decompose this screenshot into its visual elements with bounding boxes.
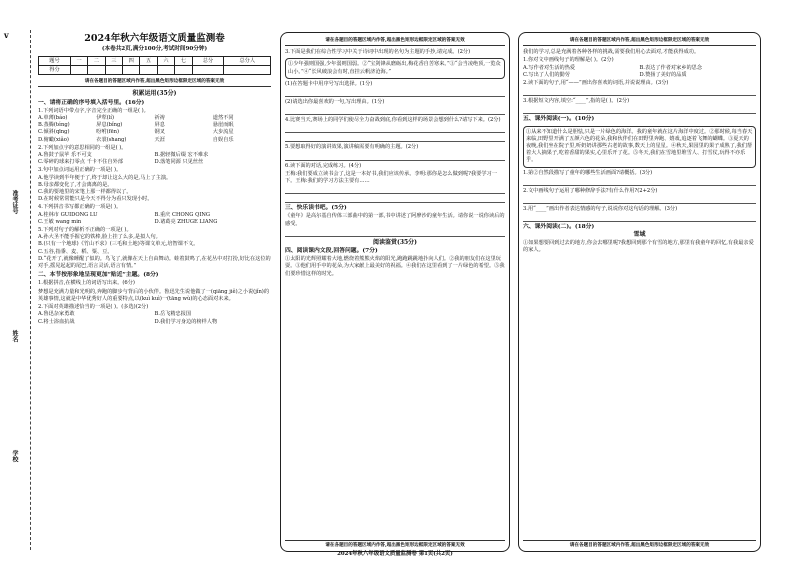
option-item[interactable]: D.赞扬了美好的品质 bbox=[639, 71, 687, 78]
notice-top: 请在各题目的答题区域内作答,超出黑色矩形边框限定区域的答案无效 bbox=[38, 78, 271, 87]
answer-line[interactable] bbox=[285, 135, 505, 142]
answer-line[interactable] bbox=[523, 89, 756, 96]
question-10: 5.要想取得好的演讲效果,演讲稿需要有明确的主题。(2分) bbox=[285, 144, 419, 151]
question-2: 2.下列加点字的意思相同的一组是( )。 bbox=[38, 144, 127, 151]
q1-options[interactable] bbox=[38, 115, 271, 144]
answer-line[interactable] bbox=[523, 215, 756, 222]
section-1: 一、请将正确的序号填入括号里。(16分) bbox=[38, 99, 145, 106]
question-8b: (2)请选出你最喜欢的一句,写出理由。(1分) bbox=[285, 99, 385, 106]
option-item[interactable]: 钢叉 bbox=[154, 129, 165, 136]
question-7: 2.下面对英雄描述恰当的一项是( )。(多选)(2分) bbox=[38, 304, 149, 311]
option-item[interactable]: A.他学读到半年便于了,终于却让这么大的是,马上了主演。 bbox=[38, 174, 172, 181]
answer-line[interactable] bbox=[285, 196, 505, 203]
option-item[interactable]: 祈祷 bbox=[154, 115, 165, 122]
question-1: 1.下列词语中带点字,字音完全正确的一组是( )。 bbox=[38, 107, 149, 114]
notice-top: 请在各题目的答题区域内作答,超出黑色矩形边框限定区域的答案无效 bbox=[523, 37, 756, 46]
option-item[interactable]: 自娱自乐 bbox=[212, 136, 234, 143]
section-2: 二、本节按形象地呈现更加“贴近”主题。(8分) bbox=[38, 272, 159, 279]
section-3: 三、快乐读书吧。(5分) bbox=[285, 205, 347, 212]
notice-bottom: 请在各题目的答题区域内作答,超出黑色矩形边框限定区域的答案无效 bbox=[523, 540, 756, 549]
question-6: 1.根据拼音,在横线上的词语写出来。(6分) bbox=[38, 280, 135, 287]
option-item[interactable]: B.据轻微后缀 宏不难求 bbox=[154, 152, 209, 159]
option-item[interactable]: B.母亲都变化了,才会离离的是。 bbox=[38, 181, 113, 188]
option-item[interactable]: D.我们学习身边的榜样人物 bbox=[154, 318, 218, 325]
score-header-cell: 四 bbox=[123, 57, 140, 66]
option-item[interactable]: 屏息 bbox=[154, 122, 165, 129]
option-item[interactable]: C.倾斜(qīnɡ) bbox=[38, 129, 70, 136]
question-14: 2.读下面的句子,用“——”画出你喜欢的词语,并说说理由。(3分) bbox=[523, 80, 669, 87]
part2-title: 阅读鉴赏(35分) bbox=[372, 238, 418, 246]
option-item[interactable]: A.鲁鼓子鼠苹 乐不可支 bbox=[38, 152, 92, 159]
score-header-cell: 一 bbox=[70, 57, 87, 66]
q3-options[interactable] bbox=[38, 175, 271, 204]
option-item[interactable]: B.岳飞精忠报国 bbox=[154, 311, 192, 318]
question-12: 《童年》是高尔基自传体三部曲中的第一部,书中讲述了阿廖沙的童年生活。请你说一说你读后的感受。 bbox=[285, 213, 505, 227]
score-header-row bbox=[39, 57, 271, 66]
section-4: 四、阅读课内文段,回答问题。(7分) bbox=[285, 248, 378, 255]
option-item[interactable]: C.零碎的球来打零点 千卡不住自外部 bbox=[38, 159, 123, 166]
score-cell[interactable] bbox=[70, 66, 87, 75]
option-item[interactable]: A.写作者对生活的热爱 bbox=[523, 64, 576, 71]
school-label: 学校 bbox=[11, 450, 18, 462]
name-label: 姓名 bbox=[11, 330, 18, 342]
exam-no-label: 准考证号 bbox=[11, 190, 18, 214]
quote-box: ①少年强则国强,少年弱则国弱。②“宝剑锋从磨砺出,梅花香自苦寒来。”③“会当凌绝顶,一览众山小。”④“长风破浪会有时,直挂云帆济沧海。” bbox=[285, 58, 505, 78]
score-cell[interactable] bbox=[88, 66, 105, 75]
option-item[interactable]: A.单薄(báo) bbox=[38, 115, 68, 122]
option-item[interactable]: 天涯 bbox=[154, 136, 165, 143]
question-15: 3.根据短文内容,填空:“____”,指的是( )。(2分) bbox=[523, 98, 630, 105]
answer-line[interactable] bbox=[285, 108, 505, 115]
answer-line[interactable] bbox=[285, 126, 505, 133]
score-cell[interactable] bbox=[175, 66, 192, 75]
passage-2: ①从来不知道什么是胆怯,只是一片绿色的海洋。我的童年就在这片海洋中度过。②那时候,每当春天来临,田野里开满了五颜六色的花朵,我和伙伴们在田野里奔跑、嬉戏,追逐着飞舞的蝴蝶。③夏天的夜晚,我们坐在院子里,听奶奶讲那些古老的故事,数天上的星星。④秋天,果园里的果子成熟了,我们帮着大人摘果子,吃着香甜的果实,心里乐开了花。⑤冬天,我们在雪地里堆雪人、打雪仗,玩得不亦乐乎。 bbox=[523, 126, 756, 168]
q2-options[interactable] bbox=[38, 152, 271, 166]
score-header-cell: 题号 bbox=[39, 57, 71, 66]
option-item[interactable]: D.俯瞰(xiǎo) bbox=[38, 136, 69, 143]
option-item[interactable]: B.重庆 CHONG QING bbox=[154, 211, 211, 218]
exam-title: 2024年秋六年级语文质量监测卷 bbox=[84, 33, 225, 44]
score-header-cell: 二 bbox=[88, 57, 105, 66]
option-item[interactable]: 道然不同 bbox=[212, 115, 234, 122]
score-cell[interactable] bbox=[105, 66, 122, 75]
score-header-cell: 三 bbox=[105, 57, 122, 66]
corner-mark: v bbox=[4, 30, 9, 40]
score-header-cell: 七 bbox=[175, 57, 192, 66]
dialog-text: 王梅:我们要成立读书会了,这是一本好书,我们应该传承。李明:那你是怎么做到呢?我要学习一下。王梅:我们的学习方法主要有…… bbox=[285, 170, 497, 185]
exam-subtitle: (本卷共2页,满分100分,考试时间90分钟) bbox=[101, 46, 208, 52]
option-item[interactable]: B.(只有一个地球)《竹山不求》(三毛和土地)等课文单元,培智课不文。 bbox=[38, 241, 199, 248]
notice-top: 请在各题目的答题区域内作答,超出黑色矩形边框限定区域的答案无效 bbox=[285, 37, 505, 46]
score-header-cell: 总分人 bbox=[224, 57, 271, 66]
question-4: 4.下列拼音书写都正确的一项是( )。 bbox=[38, 204, 122, 211]
option-item[interactable]: 吩咐(fēn) bbox=[96, 129, 120, 136]
question-3: 3.句中加点词运用正确的一项是( )。 bbox=[38, 167, 122, 174]
score-cell[interactable] bbox=[192, 66, 224, 75]
question-13: 1.你对文中画线句子的理解是( )。(2分) bbox=[523, 57, 614, 64]
passage-1: ①太阳的光辉照耀着大地,燃烧着熊熊火焰的阳光,跑跑跳跳地扑向人们。②我的朋友们在这里玩耍。③他们用手中的花朵,为大家献上最美好的祝福。④我们在这里看到了一片绿色的希望。⑤我们要珍惜这样的时光。 bbox=[285, 256, 505, 277]
question-5: 5.下列对句子的解析不正确的一项是( )。 bbox=[38, 227, 132, 234]
score-header-cell: 总分 bbox=[192, 57, 224, 66]
question-8a: (1)在答题卡中用序号写出选择。(1分) bbox=[285, 80, 373, 87]
answer-line[interactable] bbox=[285, 90, 505, 97]
q7-options[interactable] bbox=[38, 311, 271, 325]
score-row bbox=[39, 66, 271, 75]
question-17: 2.文中画线句子运用了哪种修辞手法?有什么作用?(2+2分) bbox=[523, 187, 658, 194]
option-item[interactable]: 衣裳(shanɡ) bbox=[96, 136, 127, 143]
section-6: 六、课外阅读(二)。(18分) bbox=[523, 224, 595, 231]
option-item[interactable]: C.写出了人们的勤劳 bbox=[523, 71, 570, 78]
column-3 bbox=[518, 32, 761, 552]
question-16: 1.第②自然段描写了童年的哪些生活画面?请概括。(3分) bbox=[523, 169, 653, 176]
q13-options[interactable] bbox=[523, 65, 756, 79]
question-8: 3.下面是我们在综合性学习中关于诗词中出现的名句为主题的手抄,请完成。(2分) bbox=[285, 49, 471, 56]
option-item[interactable]: 伊犁(lí) bbox=[96, 115, 114, 122]
answer-line[interactable] bbox=[523, 179, 756, 186]
score-cell[interactable] bbox=[157, 66, 174, 75]
option-item[interactable]: D.“花开了,就像睡醒了似的。鸟飞了,就像在天上自由舞动。蛙着鼓鸣了,在花丛中对打扮,好比在这位的对手,摇晃起起的尾巴,语言灵活,语言有情。” bbox=[38, 255, 271, 270]
column-2 bbox=[280, 32, 510, 552]
answer-line[interactable] bbox=[523, 107, 756, 114]
option-item[interactable]: A.鲁迅杂家勇敢 bbox=[38, 311, 75, 318]
part1-title: 积累运用(35分) bbox=[132, 90, 177, 98]
option-item[interactable]: C.我的要地里的宋笔上那一样都得以了。 bbox=[38, 189, 132, 196]
answer-line[interactable] bbox=[523, 197, 756, 204]
binding-area bbox=[0, 30, 34, 550]
option-item[interactable]: C.将士浴血抗战 bbox=[38, 318, 75, 325]
text-top: 我们的学习,总是充满着各种各样的挑战,需要我们用心去面对,才能获得成功。 bbox=[523, 49, 700, 56]
passage-title: 雪域 bbox=[633, 231, 646, 239]
option-item[interactable]: C.五谷,指黍、麦、稻、粟、豆。 bbox=[38, 248, 113, 255]
score-table bbox=[38, 56, 271, 75]
q5-options[interactable] bbox=[38, 234, 271, 270]
answer-line[interactable] bbox=[285, 187, 505, 194]
answer-line[interactable] bbox=[285, 230, 505, 237]
option-item[interactable]: D.在时候常常能只是今天不得分为看只发现小时。 bbox=[38, 196, 153, 203]
score-header-cell: 六 bbox=[157, 57, 174, 66]
section-5: 五、课外阅读(一)。(10分) bbox=[523, 116, 595, 123]
question-9: 4.比赛当天,赛场上的同学们使尽全力奋战到底,你看到这样的场景会想到什么?请写下来。(2分) bbox=[285, 117, 501, 124]
question-6-text: 梦想是充满力量和光明的,奔跑的脚步与背后的小伙伴。鲁迅先生说他做了一(qiāng jiě)之小说(jǐn)的英雄事情,这就是中华优秀好人的重要特点,以(kuì kuì)一(tāng wù)的心态面对未来。 bbox=[38, 288, 270, 302]
q4-options[interactable] bbox=[38, 212, 271, 226]
notice-bottom: 请在各题目的答题区域内作答,超出黑色矩形边框限定区域的答案无效 bbox=[285, 540, 505, 549]
option-item[interactable]: 悬崖而眠 bbox=[212, 122, 234, 129]
option-item[interactable]: A.桂林市 GUIDONG LU bbox=[38, 211, 98, 218]
option-item[interactable]: D.诸葛亮 ZHUGE LIANG bbox=[154, 218, 218, 225]
option-item[interactable]: B.蒸腾(ténɡ) bbox=[38, 122, 70, 129]
option-item[interactable]: 屏息(bǐnɡ) bbox=[96, 122, 123, 129]
score-cell[interactable] bbox=[140, 66, 157, 75]
option-item[interactable]: C.王敏 wang min bbox=[38, 218, 82, 225]
option-item[interactable]: 大步流星 bbox=[212, 129, 234, 136]
score-cell[interactable] bbox=[224, 66, 271, 75]
score-cell[interactable] bbox=[123, 66, 140, 75]
option-item[interactable]: D.落笔同源 只见丝丝 bbox=[154, 159, 204, 166]
page-footer: 2024年秋六年级语文质量监测卷 第1页(共2页) bbox=[337, 551, 453, 557]
option-item[interactable]: B.表达了作者对家乡的思念 bbox=[639, 64, 703, 71]
column-1 bbox=[38, 32, 271, 552]
question-18: 3.用“____”画出作者表达情感的句子,说说你对这句话的理解。(3分) bbox=[523, 206, 678, 213]
score-header-cell: 五 bbox=[140, 57, 157, 66]
option-item[interactable]: A.孙大圣不能手握它的铁棒,脸上挂了么多,是拟人句。 bbox=[38, 234, 161, 241]
question-11: 6.读下面的对话,完成练习。(4分) bbox=[285, 162, 362, 169]
answer-line[interactable] bbox=[285, 154, 505, 161]
score-row-label: 得分 bbox=[39, 66, 71, 75]
passage-3: ①如果想要回到过去的地方,你会去哪里呢?我想回到那个有雪的地方,那里有我童年的回忆,有我最亲爱的家人。 bbox=[523, 239, 754, 253]
